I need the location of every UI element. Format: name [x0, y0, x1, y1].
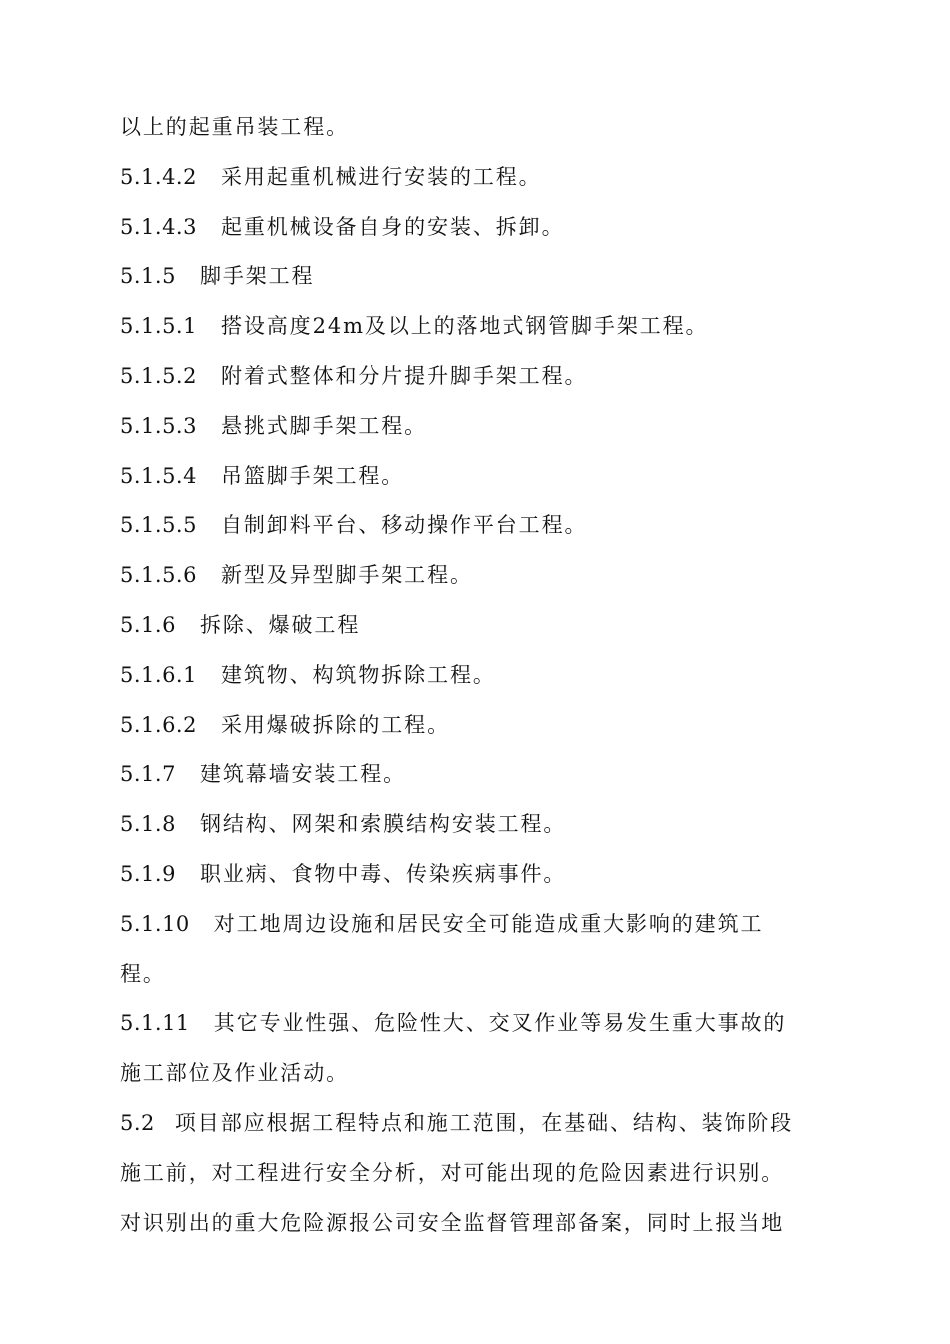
text-line — [120, 1099, 840, 1149]
line-text: 自制卸料平台、移动操作平台工程。 — [220, 513, 588, 538]
line-text: 项目部应根据工程特点和施工范围，在基础、结构、装饰阶段 — [174, 1110, 794, 1135]
text-line — [120, 999, 840, 1049]
line-text: 程。 — [120, 961, 166, 986]
text-line — [120, 750, 840, 800]
section-number: 5.1.7 — [120, 762, 176, 787]
text-line — [120, 800, 840, 850]
text-line — [120, 551, 840, 601]
line-text: 采用起重机械进行安装的工程。 — [220, 164, 542, 189]
section-number: 5.1.5.1 — [120, 314, 197, 339]
section-number: 5.1.9 — [120, 861, 176, 886]
text-line — [120, 352, 840, 402]
line-text: 施工部位及作业活动。 — [120, 1061, 349, 1086]
line-text: 施工前，对工程进行安全分析，对可能出现的危险因素进行识别。 — [120, 1160, 785, 1185]
line-text: 脚手架工程 — [199, 264, 315, 289]
text-line — [120, 1049, 840, 1099]
text-line — [120, 402, 840, 452]
line-text: 起重机械设备自身的安装、拆卸。 — [220, 214, 565, 239]
section-number: 5.1.5.4 — [120, 463, 197, 488]
text-line — [120, 452, 840, 502]
section-number: 5.1.4.2 — [120, 164, 197, 189]
section-number: 5.1.5 — [120, 264, 176, 289]
line-text: 钢结构、网架和索膜结构安装工程。 — [199, 812, 567, 837]
line-text: 吊篮脚手架工程。 — [220, 463, 405, 488]
line-text: 拆除、爆破工程 — [199, 612, 361, 637]
section-number: 5.2 — [120, 1110, 155, 1135]
section-number: 5.1.5.6 — [120, 563, 197, 588]
section-number: 5.1.8 — [120, 812, 176, 837]
text-line — [120, 103, 840, 153]
line-text: 以上的起重吊装工程。 — [120, 115, 349, 139]
text-line — [120, 302, 840, 352]
section-number: 5.1.5.5 — [120, 513, 197, 538]
text-line — [120, 950, 840, 1000]
text-line — [120, 651, 840, 701]
section-number: 5.1.6.2 — [120, 712, 197, 737]
section-number: 5.1.6 — [120, 612, 176, 637]
section-number: 5.1.5.2 — [120, 363, 197, 388]
line-text: 对识别出的重大危险源报公司安全监督管理部备案，同时上报当地 — [120, 1210, 785, 1235]
line-text: 职业病、食物中毒、传染疾病事件。 — [199, 861, 567, 886]
text-line — [120, 1199, 840, 1249]
section-number: 5.1.5.3 — [120, 413, 197, 438]
document-body — [120, 103, 840, 1248]
line-text: 对工地周边设施和居民安全可能造成重大影响的建筑工 — [213, 911, 764, 936]
text-line — [120, 850, 840, 900]
text-line — [120, 153, 840, 203]
line-text: 搭设高度24m及以上的落地式钢管脚手架工程。 — [220, 314, 709, 339]
line-text: 其它专业性强、危险性大、交叉作业等易发生重大事故的 — [213, 1011, 787, 1036]
section-number: 5.1.11 — [120, 1011, 190, 1036]
line-text: 新型及异型脚手架工程。 — [220, 563, 473, 588]
line-text: 悬挑式脚手架工程。 — [220, 413, 428, 438]
text-line — [120, 601, 840, 651]
text-line — [120, 900, 840, 950]
section-number: 5.1.4.3 — [120, 214, 197, 239]
text-line — [120, 252, 840, 302]
text-line — [120, 501, 840, 551]
section-number: 5.1.10 — [120, 911, 190, 936]
text-line — [120, 203, 840, 253]
section-number: 5.1.6.1 — [120, 662, 197, 687]
line-text: 附着式整体和分片提升脚手架工程。 — [220, 363, 588, 388]
line-text: 采用爆破拆除的工程。 — [220, 712, 450, 737]
line-text: 建筑幕墙安装工程。 — [199, 762, 407, 787]
text-line — [120, 1149, 840, 1199]
line-text: 建筑物、构筑物拆除工程。 — [220, 662, 496, 687]
text-line — [120, 701, 840, 751]
